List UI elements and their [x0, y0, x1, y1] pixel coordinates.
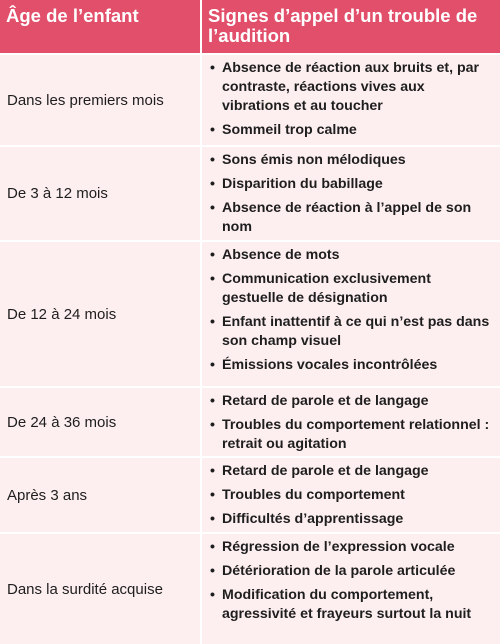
row-age-cell: De 12 à 24 mois: [0, 240, 202, 386]
bullet-icon: •: [210, 463, 215, 479]
bullet-icon: •: [210, 587, 215, 603]
sign-text: Absence de réaction à l’appel de son nom: [222, 200, 472, 235]
sign-text: Sommeil trop calme: [222, 122, 357, 138]
sign-item: [210, 392, 496, 411]
sign-text: Détérioration de la parole articulée: [222, 563, 456, 579]
signs-list: [210, 246, 496, 375]
sign-text: Absence de réaction aux bruits et, par contraste, réactions vives aux vibrations et au toucher: [222, 60, 480, 114]
sign-item: [210, 270, 496, 308]
sign-text: Retard de parole et de langage: [222, 393, 429, 409]
bullet-icon: •: [210, 539, 215, 555]
bullet-icon: •: [210, 511, 215, 527]
signs-list: [210, 392, 496, 454]
column-header-age: Âge de l’enfant: [0, 0, 202, 53]
sign-item: [210, 246, 496, 265]
sign-item: [210, 462, 496, 481]
row-signs-cell: [202, 456, 500, 532]
sign-text: Modification du comportement, agressivité et frayeurs surtout la nuit: [222, 587, 472, 622]
bullet-icon: •: [210, 152, 215, 168]
bullet-icon: •: [210, 357, 215, 373]
row-age-cell: Après 3 ans: [0, 456, 202, 532]
sign-text: Enfant inattentif à ce qui n’est pas dans son champ visuel: [222, 314, 490, 349]
signs-list: [210, 462, 496, 529]
bullet-icon: •: [210, 417, 215, 433]
bullet-icon: •: [210, 200, 215, 216]
sign-item: [210, 199, 496, 237]
bullet-icon: •: [210, 487, 215, 503]
sign-item: [210, 59, 496, 116]
row-age-cell: Dans les premiers mois: [0, 53, 202, 145]
sign-text: Troubles du comportement: [222, 487, 405, 503]
sign-item: [210, 486, 496, 505]
bullet-icon: •: [210, 247, 215, 263]
sign-item: [210, 313, 496, 351]
signs-list: [210, 538, 496, 624]
bullet-icon: •: [210, 122, 215, 138]
sign-text: Sons émis non mélodiques: [222, 152, 406, 168]
sign-item: [210, 175, 496, 194]
bullet-icon: •: [210, 60, 215, 76]
sign-item: [210, 151, 496, 170]
bullet-icon: •: [210, 393, 215, 409]
row-signs-cell: [202, 145, 500, 240]
sign-text: Difficultés d’apprentissage: [222, 511, 404, 527]
row-signs-cell: [202, 240, 500, 386]
sign-text: Régression de l’expression vocale: [222, 539, 455, 555]
row-signs-cell: [202, 386, 500, 456]
row-signs-cell: [202, 532, 500, 644]
sign-item: [210, 356, 496, 375]
sign-text: Absence de mots: [222, 247, 340, 263]
bullet-icon: •: [210, 563, 215, 579]
sign-text: Émissions vocales incontrôlées: [222, 357, 438, 373]
sign-item: [210, 562, 496, 581]
column-header-signs: Signes d’appel d’un trouble de l’audition: [202, 0, 500, 53]
bullet-icon: •: [210, 314, 215, 330]
row-age-cell: Dans la surdité acquise: [0, 532, 202, 644]
signs-list: [210, 59, 496, 140]
row-signs-cell: [202, 53, 500, 145]
sign-item: [210, 121, 496, 140]
bullet-icon: •: [210, 176, 215, 192]
sign-item: [210, 510, 496, 529]
bullet-icon: •: [210, 271, 215, 287]
sign-text: Retard de parole et de langage: [222, 463, 429, 479]
sign-item: [210, 586, 496, 624]
sign-text: Troubles du comportement relationnel : retrait ou agitation: [222, 417, 490, 452]
sign-item: [210, 538, 496, 557]
signs-list: [210, 151, 496, 237]
sign-text: Disparition du babillage: [222, 176, 383, 192]
sign-text: Communication exclusivement gestuelle de désignation: [222, 271, 431, 306]
row-age-cell: De 3 à 12 mois: [0, 145, 202, 240]
row-age-cell: De 24 à 36 mois: [0, 386, 202, 456]
sign-item: [210, 416, 496, 454]
